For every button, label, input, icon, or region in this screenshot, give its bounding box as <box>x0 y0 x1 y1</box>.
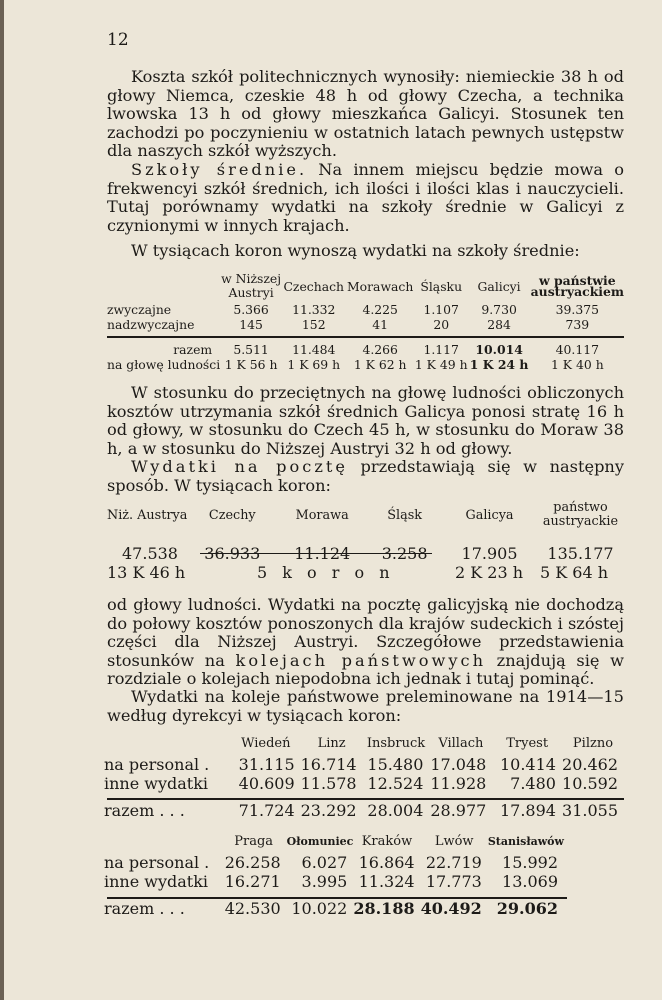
column-header: Niż. Austrya <box>107 507 188 523</box>
column-header: Czechy <box>208 507 256 523</box>
table-cell: 284 <box>487 317 511 332</box>
table-corner <box>107 270 220 302</box>
table-cell: 4.225 <box>362 302 398 317</box>
column-header: Galicya <box>465 507 514 523</box>
table-cell: 36.933 <box>204 544 261 563</box>
paragraph-secondary-schools-text: Na innem miejscu będzie mowa o frekwencyi szkół średnich, ich ilości i ilości klas i nauczycieli. Tutaj porównamy wydatki na szkoły średnie w Galicyi z czynionymi w innych krajach. <box>107 160 624 235</box>
paragraph-schools-intro: W tysiącach koron wynoszą wydatki na szkoły średnie: <box>131 241 580 260</box>
column-header: Lwów <box>434 834 474 849</box>
table-cell: 20.462 <box>562 755 618 774</box>
table-cell: 3.995 <box>301 872 348 891</box>
row-label: zwyczajne <box>107 302 172 317</box>
total-label: razem <box>173 342 213 357</box>
table-cell: 13.069 <box>502 872 558 891</box>
table-cell: 16.271 <box>224 872 281 891</box>
column-header: Śląsk <box>387 507 423 523</box>
column-header: państwo austryackie <box>542 500 619 529</box>
table-cell: 47.538 <box>122 544 178 563</box>
per-capita-lower-austria: 13 K 46 h <box>107 563 186 582</box>
column-header: Wiedeń <box>241 736 291 751</box>
column-header: Śląsku <box>420 278 463 294</box>
table-cell: 15.992 <box>502 853 558 872</box>
per-capita-austria: 5 K 64 h <box>540 563 609 582</box>
table-rule <box>107 897 567 899</box>
paragraph-polytechnic-costs: Koszta szkół politechnicznych wynosiły: niemieckie 38 h od głowy Niemca, czeskie 48 h od głowy Czecha, a technika lwowska 13 h od głowy mieszkańca Galicyi. Stosunek ten zachodzi po poczynieniu w ostatnich latach pewnych ustępstw dla naszych szkół wyższych. <box>107 67 624 161</box>
table-cell: 10.414 <box>499 755 556 774</box>
total-cell: 4.266 <box>362 342 398 357</box>
row-label: na personal . <box>104 853 210 872</box>
paragraph-secondary-schools <box>107 161 624 235</box>
table-cell: 9.730 <box>481 302 517 317</box>
total-cell: 31.055 <box>562 801 618 820</box>
spaced-heading-post: Wydatki na pocztę <box>131 457 348 476</box>
paragraph-post-expenses <box>107 458 624 495</box>
table-cell: 16.714 <box>300 755 357 774</box>
paragraph-post-rail-text-b: znajdują się w rozdziale o kolejach niepodobna ich jednak i tutaj pominąć. <box>107 650 624 689</box>
table-cell: 10.592 <box>562 774 618 793</box>
table-cell: 11.332 <box>292 302 336 317</box>
per-capita-cell: 1 K 62 h <box>353 357 407 372</box>
table-cell: 31.115 <box>238 755 295 774</box>
page-edge <box>0 0 4 1000</box>
table-cell: 6.027 <box>301 853 348 872</box>
total-cell: 29.062 <box>496 899 558 918</box>
spaced-heading-state-railways: kolejach państwowych <box>235 650 487 670</box>
per-capita-sudeten: 5 k o r o n <box>257 563 395 582</box>
column-header: Galicyi <box>477 278 521 294</box>
total-cell: 40.117 <box>555 342 599 357</box>
total-cell: 28.188 <box>353 899 415 918</box>
table-secondary-schools <box>107 270 624 372</box>
table-corner <box>104 834 221 853</box>
table-cell: 11.578 <box>300 774 357 793</box>
table-cell: 152 <box>301 317 326 332</box>
total-cell: 40.492 <box>420 899 482 918</box>
total-cell: 10.014 <box>475 342 523 357</box>
total-cell: 28.004 <box>367 801 424 820</box>
table-cell: 1.107 <box>423 302 459 317</box>
column-header: w Niższej Austryi <box>221 271 282 300</box>
table-cell: 40.609 <box>238 774 295 793</box>
table-cell: 17.048 <box>430 755 487 774</box>
total-cell: 10.022 <box>291 899 348 918</box>
table-cell: 11.124 <box>294 544 351 563</box>
table-cell: 145 <box>239 317 263 332</box>
table-cell: 11.324 <box>358 872 415 891</box>
table-rule <box>107 336 624 338</box>
row-label: nadzwyczajne <box>107 317 195 332</box>
total-cell: 28.977 <box>430 801 487 820</box>
per-capita-cell: 1 K 40 h <box>550 357 604 372</box>
total-cell: 11.484 <box>292 342 336 357</box>
paragraph-post-rail-text-a: od głowy ludności. Wydatki na pocztę galicyjską nie dochodzą do połowy kosztów ponoszonych dla krajów sudeckich i szóstej części dla Niższej Austryi. Szczegółowe przedstawienia stosunków na <box>107 595 624 670</box>
column-header: Morawach <box>346 278 414 294</box>
table-cell: 26.258 <box>224 853 281 872</box>
column-header: Tryest <box>506 736 549 751</box>
total-label: razem . . . <box>104 801 185 820</box>
table-cell: 20 <box>433 317 450 332</box>
table-cell: 739 <box>565 317 590 332</box>
table-rule <box>107 798 624 800</box>
page-number: 12 <box>107 30 129 50</box>
table-rail-1 <box>104 736 624 820</box>
paragraph-post-expenses-text: przedstawiają się w następny sposób. W tysiącach koron: <box>107 457 624 495</box>
row-label: inne wydatki <box>104 872 209 891</box>
table-cell: 11.928 <box>430 774 487 793</box>
spaced-heading-secondary-schools: Szkoły średnie. <box>131 160 308 179</box>
row-label: na personal . <box>104 755 210 774</box>
column-header: Morawa <box>295 507 349 523</box>
table-cell: 17.773 <box>425 872 482 891</box>
paragraph-rail-intro: Wydatki na koleje państwowe preleminowane na 1914—15 według dyrekcyi w tysiącach koron: <box>107 687 624 725</box>
column-header: Praga <box>234 834 274 849</box>
column-header: Insbruck <box>366 736 426 751</box>
total-cell: 23.292 <box>300 801 357 820</box>
table-rail-2 <box>104 834 564 918</box>
table-cell: 16.864 <box>358 853 415 872</box>
per-capita-cell: 1 K 56 h <box>224 357 278 372</box>
per-capita-cell: 1 K 69 h <box>287 357 341 372</box>
table-cell: 3.258 <box>381 544 428 563</box>
per-capita-label: na głowę ludności <box>107 357 221 372</box>
paragraph-per-capita-loss: W stosunku do przeciętnych na głowę ludności obliczonych kosztów utrzymania szkół średnich Galicya ponosi stratę 16 h od głowy, w stosunku do Czech 45 h, w stosunku do Moraw 38 h, a w stosunku do Niższej Austryi 32 h od głowy. <box>107 383 624 458</box>
table-cell: 12.524 <box>367 774 424 793</box>
total-cell: 42.530 <box>224 899 281 918</box>
column-header: w państwie austryackiem <box>530 273 624 299</box>
column-header: Stanisławów <box>487 835 564 848</box>
column-header: Villach <box>438 736 484 751</box>
table-corner <box>104 736 231 755</box>
table-cell: 7.480 <box>510 774 556 793</box>
table-cell: 41 <box>372 317 389 332</box>
per-capita-galicia: 2 K 23 h <box>455 563 524 582</box>
per-capita-cell: 1 K 24 h <box>469 357 529 372</box>
per-capita-cell: 1 K 49 h <box>414 357 468 372</box>
total-cell: 17.894 <box>499 801 556 820</box>
paragraph-post-rail <box>107 596 624 689</box>
row-label: inne wydatki <box>104 774 209 793</box>
column-header: Linz <box>317 736 346 751</box>
total-cell: 5.511 <box>233 342 269 357</box>
column-header: Kraków <box>361 834 413 849</box>
table-cell: 135.177 <box>547 544 614 563</box>
column-header: Pilzno <box>572 736 614 751</box>
table-cell: 5.366 <box>233 302 269 317</box>
total-label: razem . . . <box>104 899 185 918</box>
column-header: Ołomuniec <box>286 835 354 848</box>
table-cell: 22.719 <box>425 853 482 872</box>
total-cell: 71.724 <box>238 801 295 820</box>
total-cell: 1.117 <box>423 342 459 357</box>
column-header: Czechach <box>283 278 345 294</box>
sudeten-brace <box>200 553 432 554</box>
table-cell: 15.480 <box>367 755 424 774</box>
table-cell: 17.905 <box>461 544 518 563</box>
table-cell: 39.375 <box>555 302 599 317</box>
